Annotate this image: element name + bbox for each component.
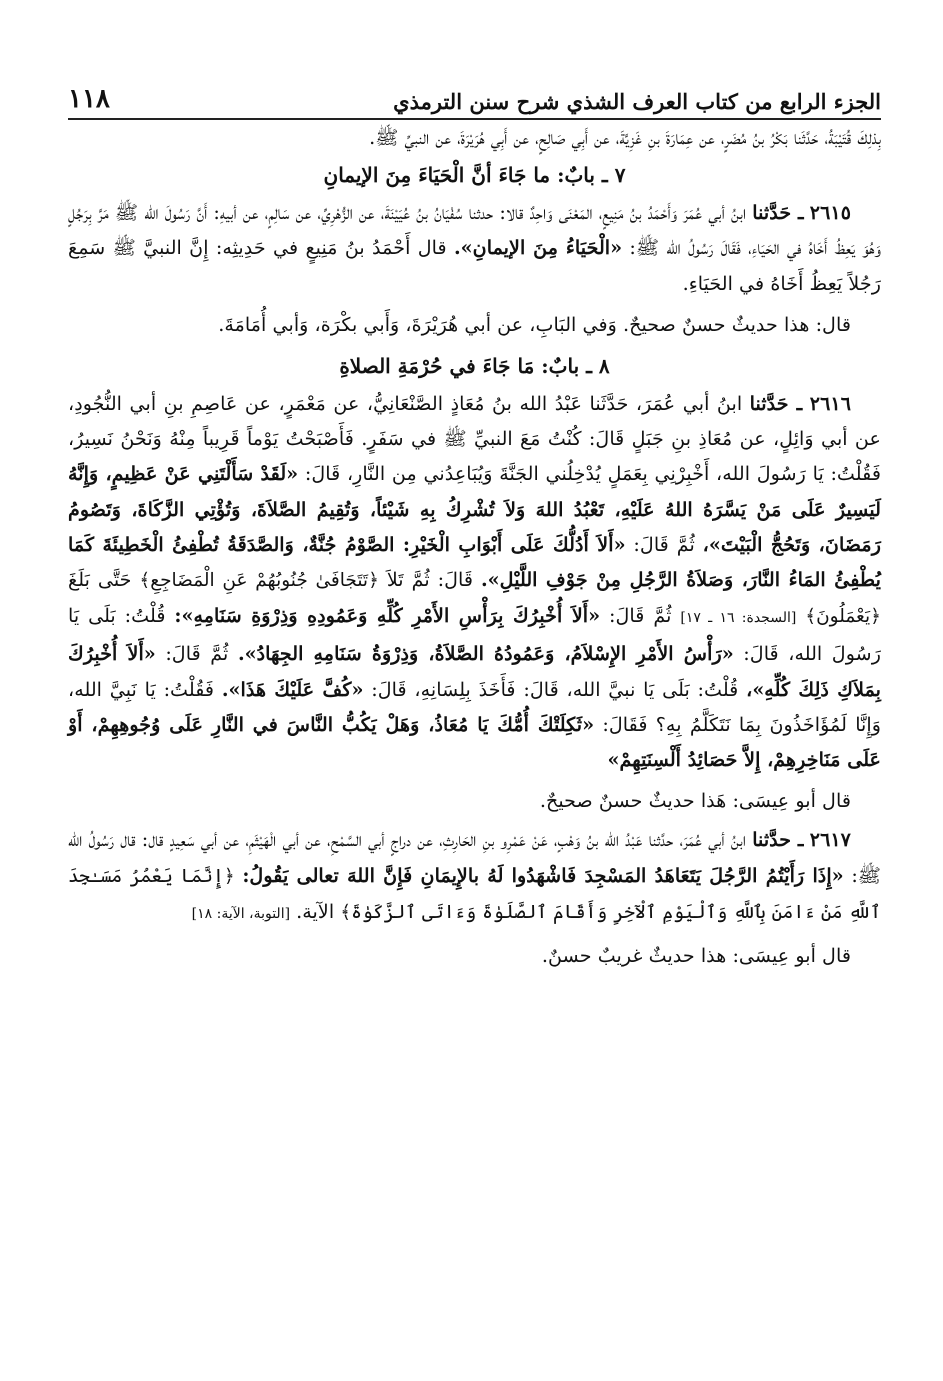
main-text <box>68 120 881 973</box>
running-header <box>68 70 881 120</box>
hadith-2615 <box>68 195 881 301</box>
prophetic-quote: «أَلاَ أَدُلُّكَ عَلَى أَبْوَابِ الْخَيْرِ: الصَّوْمُ جُنَّةٌ، وَالصَّدَقَةُ تُطْفِئُ الْخَطِيئَةَ كَمَا يُطْفِئُ المَاءُ النَّارَ، وَصَلاَةُ الرَّجُلِ مِنْ جَوْفِ اللَّيْلِ». <box>68 532 882 592</box>
hadith-verdict: قال: هذا حديثٌ حسنٌ صحيحٌ. وَفي البَابِ، عن أبي هُرَيْرَةَ، وَأَبي بكْرَة، وَأبي أُمَامَةَ. <box>218 312 851 336</box>
prophetic-quote: «أَلاَ أُخْبِرُكَ بِمَلاَكِ ذَلِكَ كُلِّهِ»، <box>68 642 882 701</box>
hadith-text: قال أَحْمَدُ بنُ مَنِيعٍ في حَدِيثِه: إِنَّ النبيَّ ﷺ سَمِعَ رَجُلاً يَعِظُ أَخَاهُ في الحَيَاءِ. <box>68 236 881 295</box>
hadith-2616 <box>68 386 881 777</box>
hadith-text: ابنُ أبي عُمَرَ وَأَحْمَدُ بنُ مَنِيعٍ، المَعْنَى وَاحِدٌ قالا: حدثنا سُفْيَانُ بنُ عُيَيْنَةَ، عن الزُّهْرِيِّ، عن سَالِمٍ، عن أبيهِ: أَنَّ رَسُولَ الله ﷺ مَرَّ بِرَجُلٍ وَهُوَ يَعِظُ أَخَاهُ في الحَيَاءِ، فَقَالَ رَسُولُ الله ﷺ: <box>68 201 881 260</box>
hadith-text: ابنُ أبي عُمَرَ، حدَّثنا عَبْدُ الله بنُ وَهْبٍ، عَنْ عَمْرِو بنِ الحَارِثِ، عن دراجٍ أبي السَّمْحِ، عن أبي الْهَيْثَمِ، عن أبي سَعِيدٍ قال: قال رَسُولُ الله ﷺ: <box>68 828 881 887</box>
prophetic-quote: «ثَكِلَتْكَ أُمُّكَ يَا مُعَاذُ، وَهَلْ يَكُبُّ النَّاسَ في النَّارِ عَلَى وُجُوهِهِمْ، أَوْ عَلَى مَنَاخِرِهِمْ، إِلاَّ حَصَائِدُ أَلْسِنَتِهِمْ» <box>68 712 881 772</box>
hadith-number: ٢٦١٦ <box>809 392 852 416</box>
hadith-text: قُلْتُ: بَلَى يَا رَسُولَ الله، قَالَ: <box>68 604 881 666</box>
hadith-verdict: قال أبو عِيسَى: هذا حديثٌ غريبٌ حسنٌ. <box>541 944 851 968</box>
hadith-opener: ـ حَدَّثنا <box>752 201 804 225</box>
continuation-paragraph: بِذلِكَ قُتَيْبَةُ، حَدَّثَنا بَكْرُ بنُ مُضَرٍ، عن عِمَارَةَ بنِ غَزِيَّةَ، عن أَبِي صَالِحٍ، عن أَبِي هُرَيْرَةَ، عن النبيِّ ﷺ. <box>369 126 881 149</box>
quran-verse: ﴿يَعْمَلُونَ﴾ <box>805 606 881 628</box>
hadith-text: الآية. <box>296 899 335 923</box>
hadith-opener: ـ حَدَّثنا <box>749 392 803 416</box>
verse-reference: [التوبة، الآية: ١٨] <box>191 905 291 922</box>
hadith-text: ثُمَّ قَالَ: <box>609 604 672 628</box>
verse-reference: [السجدة: ١٦ ـ ١٧] <box>680 610 797 627</box>
prophetic-quote: «أَلاَ أُخْبِرُكَ بِرَأْسِ الأَمْرِ كُلِّهِ وَعَمُودِهِ وَذِرْوَةِ سَنَامِهِ»: <box>174 604 601 628</box>
quran-verse: ﴿إِنَّمَا يَعْمُرُ مَسَـٰجِدَ ٱللَّهِ مَنْ ءَامَنَ بِٱللَّهِ وَٱلْيَوْمِ ٱلْآخِرِ وَأَقَامَ ٱلصَّلَوٰةَ وَءَاتَى ٱلزَّكَوٰةَ﴾ <box>68 865 881 923</box>
prophetic-quote: «كُفَّ عَلَيْكَ هَذَا». <box>221 677 364 701</box>
book-page <box>68 70 881 1341</box>
hadith-opener: ـ حدَّثنا <box>752 828 804 852</box>
prophetic-quote: «رَأْسُ الأَمْرِ الإِسْلاَمُ، وَعَمُودُهُ الصَّلاَةُ، وَذِرْوَةُ سَنَامِهِ الجِهَادُ». <box>237 642 734 666</box>
hadith-text: قَالَ: ثُمَّ تَلاَ <box>386 568 474 592</box>
hadith-text: ثُمَّ قَالَ: <box>165 642 229 666</box>
quran-verse: ﴿تَتَجَافَىٰ جُنُوبُهُمْ عَنِ الْمَضَاجِعِ﴾ <box>139 570 379 592</box>
hadith-number: ٢٦١٧ <box>809 828 851 852</box>
prophetic-quote: «الْحَيَاءُ مِنَ الإيمانِ». <box>453 236 623 260</box>
hadith-verdict: قال أبو عِيسَى: هَذا حديثٌ حسنٌ صحيحٌ. <box>539 789 851 813</box>
prophetic-quote: «لَقَدْ سَأَلْتَنِي عَنْ عَظِيمٍ، وَإِنَّهُ لَيَسِيرٌ عَلَى مَنْ يَسَّرَهُ اللهُ عَلَيْهِ، تَعْبُدُ اللهَ وَلاَ تُشْرِكُ بِهِ شَيْئاً، وَتُقِيمُ الصَّلاَةَ، وَتُؤْتِي الزَّكَاةَ، وَتَصُومُ رَمَضَانَ، وَتَحُجُّ الْبَيْتَ»، <box>68 462 881 556</box>
hadith-text: ابنُ أبي عُمَرَ، حَدَّثَنا عَبْدُ الله بنُ مُعَاذٍ الصَّنْعَانِيُّ، عن مَعْمَرٍ، عن عَاصِمِ بنِ أبي النُّجُودِ، عن أبي وَائِلٍ، عن مُعَاذِ بنِ جَبَلٍ قَالَ: كُنْتُ مَعَ النبيِّ ﷺ في سَفَرٍ. فَأَصْبَحْتُ يَوْماً قَرِيباً مِنْهُ وَنَحْنُ نَسِيرُ، فَقُلْتُ: يَا رَسُولَ الله، أَخْبِرْنِي بِعَمَلٍ يُدْخِلُني الجَنَّةَ وَيُبَاعِدُني مِن النَّارِ، قَالَ: <box>68 392 881 486</box>
prophetic-quote: «إِذَا رَأَيْتُمُ الرَّجُلَ يَتَعَاهَدُ المَسْجِدَ فَاشْهَدُوا لَهُ بالإِيمَانِ فَإِنَّ اللهَ تعالى يَقُولُ: <box>242 863 844 887</box>
hadith-2617 <box>68 822 881 932</box>
running-title: الجزء الرابع من كتاب العرف الشذي شرح سنن الترمذي <box>393 89 881 114</box>
hadith-text: قُلْتُ: بَلَى يَا نبيَّ الله، قَالَ: فَأَخَذَ بِلِسَانِهِ، قَالَ: <box>371 677 739 701</box>
hadith-text: ثُمَّ قَالَ: <box>633 532 695 556</box>
hadith-text: فَقُلْتُ: يَا نَبِيَّ الله، وَإِنَّا لَمُؤَاخَذُونَ بِمَا نَتَكَلَّمُ بِهِ؟ فَقَالَ: <box>68 677 881 736</box>
page-number: ١١٨ <box>68 84 110 114</box>
hadith-number: ٢٦١٥ <box>809 201 852 225</box>
hadith-text: حَتَّى بَلَغَ <box>68 568 132 592</box>
chapter-heading-7: ٧ ـ بابٌ: ما جَاءَ أنَّ الْحَيَاءَ مِنَ الإيمانِ <box>323 163 626 188</box>
chapter-heading-8: ٨ ـ بابٌ: مَا جَاءَ في حُرْمَةِ الصلاةِ <box>339 354 610 379</box>
